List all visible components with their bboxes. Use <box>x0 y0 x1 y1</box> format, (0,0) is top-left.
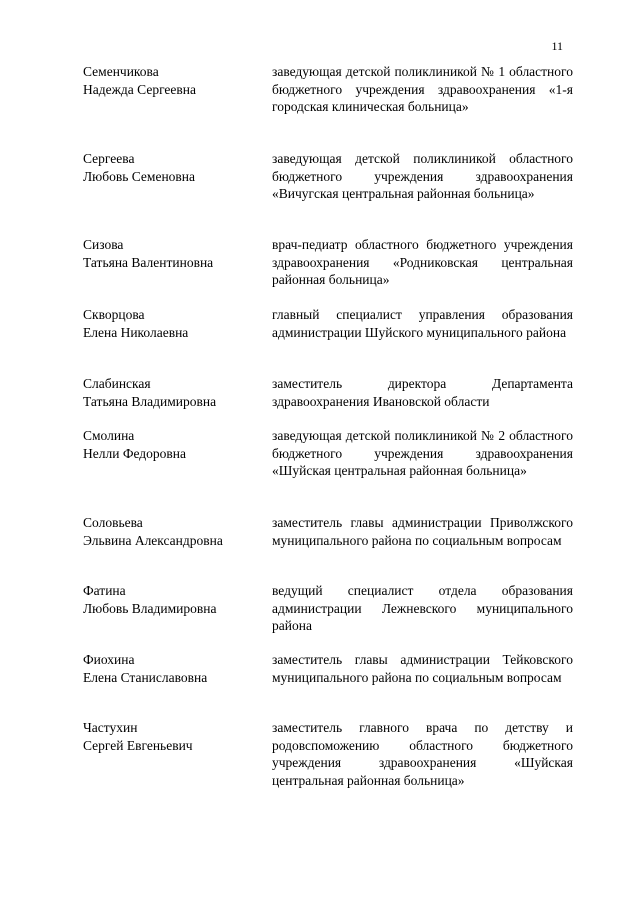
list-item <box>83 651 573 686</box>
person-name <box>83 63 272 116</box>
person-position: заведующая детской поликлиникой № 1 областного бюджетного учреждения здравоохранения «1-я городская клиническая больница» <box>272 64 573 114</box>
person-given-name: Татьяна Владимировна <box>83 393 217 409</box>
person-name <box>83 719 272 789</box>
person-name <box>83 427 272 480</box>
person-surname: Фатина <box>83 583 126 598</box>
person-given-name: Нелли Федоровна <box>83 445 187 461</box>
person-position: заведующая детской поликлиникой областного бюджетного учреждения здравоохранения «Вичугская центральная районная больница» <box>272 151 573 201</box>
person-surname: Сергеева <box>83 151 135 166</box>
person-given-name: Любовь Владимировна <box>83 600 217 616</box>
list-item <box>83 63 573 116</box>
person-surname: Фиохина <box>83 652 135 667</box>
person-name <box>83 306 272 341</box>
list-item <box>83 150 573 203</box>
person-surname: Соловьева <box>83 515 143 530</box>
page-number: 11 <box>551 39 563 53</box>
person-position: заместитель директора Департамента здравоохранения Ивановской области <box>272 376 573 409</box>
person-given-name: Любовь Семеновна <box>83 168 196 184</box>
list-item <box>83 427 573 480</box>
list-item <box>83 582 573 635</box>
person-name <box>83 514 272 549</box>
person-name <box>83 651 272 686</box>
list-item <box>83 719 573 789</box>
person-surname: Семенчикова <box>83 64 159 79</box>
list-item <box>83 375 573 410</box>
person-given-name: Сергей Евгеньевич <box>83 737 193 753</box>
list-item <box>83 514 573 549</box>
person-surname: Слабинская <box>83 376 151 391</box>
person-position: главный специалист управления образования администрации Шуйского муниципального района <box>272 307 573 340</box>
person-surname: Смолина <box>83 428 135 443</box>
person-name <box>83 375 272 410</box>
person-given-name: Елена Николаевна <box>83 324 189 340</box>
list-item <box>83 306 573 341</box>
person-position: ведущий специалист отдела образования администрации Лежневского муниципального района <box>272 583 573 633</box>
person-name <box>83 582 272 635</box>
person-position: заведующая детской поликлиникой № 2 областного бюджетного учреждения здравоохранения «Шуйская центральная районная больница» <box>272 428 573 478</box>
person-surname: Сизова <box>83 237 124 252</box>
person-position: заместитель главы администрации Тейковского муниципального района по социальным вопросам <box>272 652 573 685</box>
person-surname: Частухин <box>83 720 138 735</box>
person-position: врач-педиатр областного бюджетного учреждения здравоохранения «Родниковская центральная районная больница» <box>272 237 573 287</box>
person-surname: Скворцова <box>83 307 145 322</box>
person-name <box>83 150 272 203</box>
person-given-name: Надежда Сергеевна <box>83 81 197 97</box>
person-given-name: Эльвина Александровна <box>83 532 223 548</box>
person-given-name: Елена Станиславовна <box>83 669 208 685</box>
person-position: заместитель главного врача по детству и родовспоможению областного бюджетного учреждения здравоохранения «Шуйская центральная районная больница» <box>272 720 573 788</box>
person-position: заместитель главы администрации Приволжского муниципального района по социальным вопросам <box>272 515 573 548</box>
person-given-name: Татьяна Валентиновна <box>83 254 214 270</box>
person-name <box>83 236 272 289</box>
list-item <box>83 236 573 289</box>
